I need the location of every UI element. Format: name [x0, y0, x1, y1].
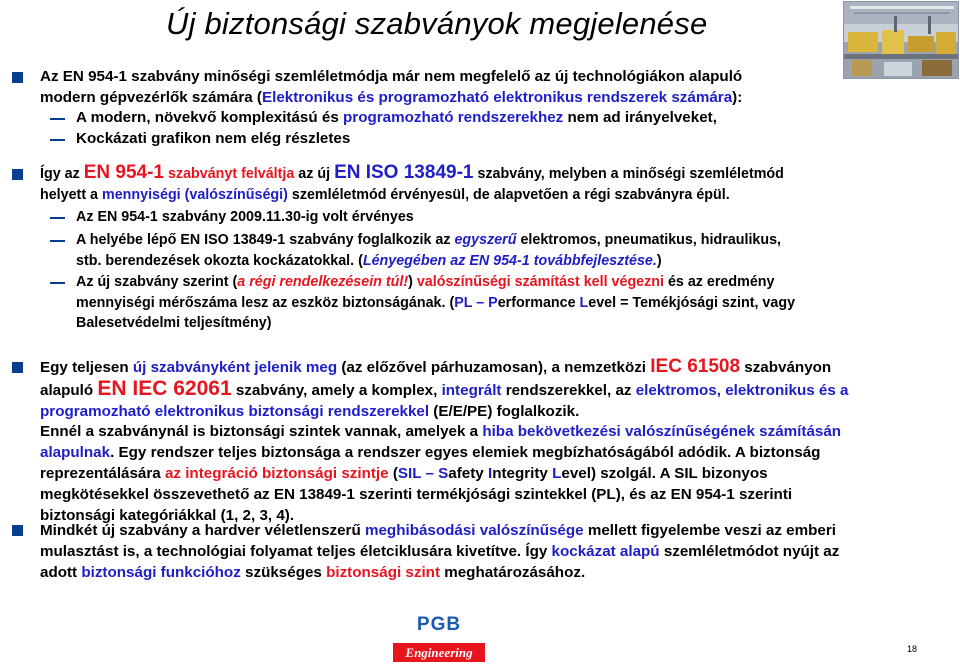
paragraph-3 [40, 357, 945, 526]
p3-line-7: megkötésekkel összevethető az EN 13849-1 szerinti termékjósági szintekkel (PL), és az EN 954-1 szerinti [40, 485, 793, 503]
p1-sub-1: A modern, növekvő komplexitású és programozható rendszerekhez nem ad irányelveket, [76, 108, 946, 129]
p3-line-4: Ennél a szabványnál is biztonsági szintek vannak, amelyek a hiba bekövetkezési valószínűségének számításán [40, 423, 842, 441]
p3-line-8: biztonsági kategóriákkal (1, 2, 3, 4). [40, 506, 295, 524]
p2-sub-2: A helyébe lépő EN ISO 13849-1 szabvány foglalkozik az egyszerű elektromos, pneumatikus, hidraulikus, stb. berendezések okozta kockázatokkal. (Lényegében az EN 954-1 továbbfejlesztése.) [76, 230, 946, 271]
page-title: Új biztonsági szabványok megjelenése [166, 6, 708, 41]
p4-line-2: mulasztást is, a technológiai folyamat teljes életciklusára kivetítve. Így kockázat alapú szemléletmódot nyújt az [40, 543, 840, 560]
paragraph-2 [40, 163, 945, 205]
logo-engineering-text: Engineering [393, 643, 485, 662]
p2-line-1: Így az EN 954-1 szabványt felváltja az új EN ISO 13849-1 szabvány, melyben a minőségi szemléletmód [40, 162, 784, 183]
dash-bullet-icon [50, 118, 65, 120]
p3-line-2: alapuló EN IEC 62061 szabvány, amely a komplex, integrált rendszerekkel, az elektromos, elektronikus és a [40, 376, 849, 400]
p1-sub-2: Kockázati grafikon nem elég részletes [76, 129, 946, 150]
p1-line-2: modern gépvezérlők számára (Elektronikus és programozható elektronikus rendszerek számára): [40, 88, 743, 106]
p4-line-3: adott biztonsági funkcióhoz szükséges biztonsági szint meghatározásához. [40, 564, 586, 581]
dash-bullet-icon [50, 282, 65, 284]
dash-bullet-icon [50, 240, 65, 242]
square-bullet-icon [12, 525, 23, 536]
p1-line-1: Az EN 954-1 szabvány minőségi szemléletmódja már nem megfelelő az új technológiákon alapuló [40, 68, 743, 85]
p4-line-1: Mindkét új szabvány a hardver véletlenszerű meghibásodási valószínűsége mellett figyelembe veszi az emberi [40, 522, 836, 539]
p3-line-5: alapulnak. Egy rendszer teljes biztonsága a rendszer egyes elemiek megbízhatóságából adódik. A biztonság [40, 444, 821, 462]
p3-line-3: programozható elektronikus biztonsági rendszerekkel (E/E/PE) foglalkozik. [40, 402, 580, 420]
square-bullet-icon [12, 72, 23, 83]
pgb-engineering-logo [393, 610, 485, 662]
dash-bullet-icon [50, 217, 65, 219]
page-number: 18 [907, 644, 918, 654]
paragraph-4 [40, 520, 945, 583]
square-bullet-icon [12, 362, 23, 373]
p2-sub-3: Az új szabvány szerint (a régi rendelkezésein túl!) valószínűségi számítást kell végezni és az eredmény mennyiségi mérőszáma lesz az eszköz biztonságának. (PL – Performance Level = Temékjósági szint, vagy Balesetvédelmi teljesítmény) [76, 272, 946, 334]
p2-line-2: helyett a mennyiségi (valószínűségi) szemléletmód érvényesül, de alapvetően a régi szabványra épül. [40, 186, 730, 203]
p2-sub-1: Az EN 954-1 szabvány 2009.11.30-ig volt érvényes [76, 207, 946, 228]
logo-pgb-text: PGB [416, 614, 462, 635]
p3-line-1: Egy teljesen új szabványként jelenik meg (az előzővel párhuzamosan), a nemzetközi IEC 61508 szabványon [40, 356, 832, 377]
square-bullet-icon [12, 169, 23, 180]
dash-bullet-icon [50, 139, 65, 141]
p3-line-6: reprezentálására az integráció biztonsági szintje (SIL – Safety Integrity Level) szolgál. A SIL bizonyos [40, 464, 768, 482]
paragraph-1 [40, 67, 945, 108]
